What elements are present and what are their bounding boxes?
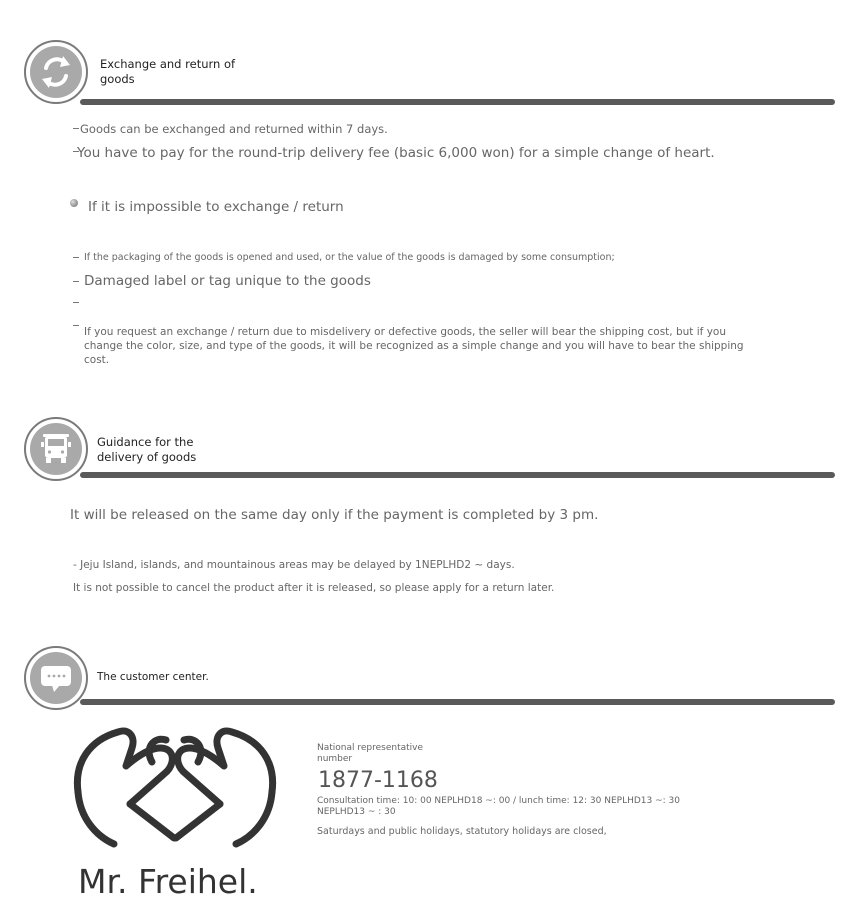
phone-number: 1877-1168 [318,768,438,793]
customer-section-title: The customer center. [97,671,209,683]
delivery-note-1: - Jeju Island, islands, and mountainous areas may be delayed by 1NEPLHD2 ~ days. [73,559,515,571]
exchange-line-2: You have to pay for the round-trip delivery fee (basic 6,000 won) for a simple change of heart. [77,145,715,161]
delivery-main-text: It will be released on the same day only if the payment is completed by 3 pm. [70,507,599,523]
customer-section-rule [80,699,835,705]
bullet-dash [73,281,79,282]
exchange-line-1: Goods can be exchanged and returned within 7 days. [80,122,388,136]
pinky-promise-hands-icon [70,722,280,850]
refresh-icon [30,46,82,98]
consultation-hours: Consultation time: 10: 00 NEPLHD18 ~: 00 / lunch time: 12: 30 NEPLHD13 ~: 30 NEPLHD13 ~ : 30 [317,796,680,817]
delivery-section-rule [80,472,835,478]
exchange-section-icon [24,40,88,104]
impossible-item-1: If the packaging of the goods is opened and used, or the value of the goods is damaged by some consumption; [84,252,615,263]
delivery-section-title: Guidance for the delivery of goods [97,435,197,464]
truck-icon [30,423,82,475]
chat-bubble-icon [30,652,82,704]
brand-name: Mr. Freihel. [78,862,258,901]
impossible-heading: If it is impossible to exchange / return [88,199,344,215]
bullet-dot [70,199,78,207]
bullet-dash [73,302,79,303]
bullet-dash [73,257,79,258]
exchange-section-title: Exchange and return of goods [100,57,236,86]
closed-days: Saturdays and public holidays, statutory holidays are closed, [317,826,607,837]
exchange-section-rule [80,99,835,105]
impossible-item-2: Damaged label or tag unique to the goods [84,273,371,289]
bullet-dash [73,325,79,326]
bullet-dash [73,128,79,129]
representative-label: National representative number [317,743,424,764]
delivery-section-icon [24,417,88,481]
delivery-note-2: It is not possible to cancel the product after it is released, so please apply for a return later. [73,582,555,594]
customer-section-icon [24,646,88,710]
impossible-item-4: If you request an exchange / return due to misdelivery or defective goods, the seller will bear the shipping cost, but if you change the color, size, and type of the goods, it will be recognized as a simple change and you will have to bear the shipping cost. [84,326,744,366]
